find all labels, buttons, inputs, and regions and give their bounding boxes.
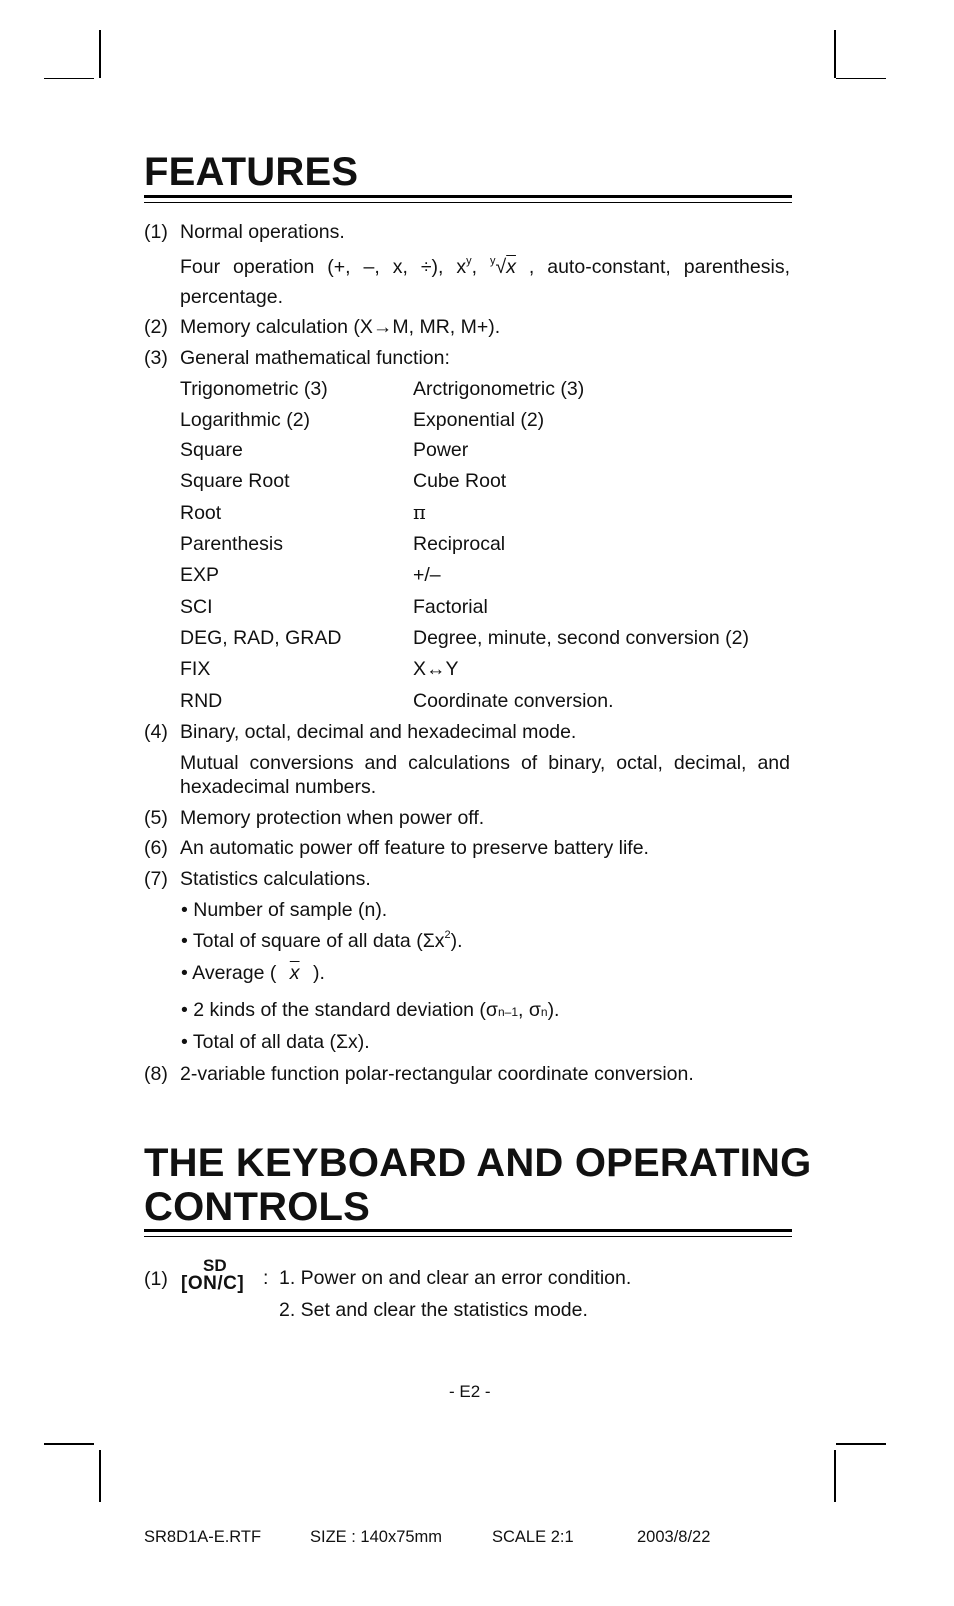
keyboard-item-number-1: (1) bbox=[144, 1268, 168, 1290]
feature-text-5: Memory protection when power off. bbox=[180, 807, 485, 829]
key-desc-2: 2. Set and clear the statistics mode. bbox=[279, 1299, 588, 1321]
function-cell: FIX bbox=[180, 658, 211, 680]
function-cell: X↔Y bbox=[413, 658, 459, 680]
mode-desc-line2: hexadecimal numbers. bbox=[180, 776, 377, 798]
crop-mark-top-right-h bbox=[836, 78, 886, 79]
function-cell: SCI bbox=[180, 596, 213, 618]
function-cell: Degree, minute, second conversion (2) bbox=[413, 627, 750, 649]
function-cell: Square bbox=[180, 439, 243, 461]
root-index: y bbox=[490, 255, 496, 267]
key-desc-colon: : bbox=[263, 1267, 269, 1289]
normal-ops-line2: percentage. bbox=[180, 286, 283, 308]
normal-ops-sup-y: y bbox=[466, 255, 472, 267]
footer-date: 2003/8/22 bbox=[637, 1528, 711, 1546]
stats-bullet-1: • Number of sample (n). bbox=[181, 899, 388, 921]
function-cell: Trigonometric (3) bbox=[180, 378, 328, 400]
stats-b4-pre: • 2 kinds of the standard deviation (σ bbox=[181, 999, 498, 1021]
function-cell: +/– bbox=[413, 564, 441, 586]
root-x: x bbox=[506, 256, 516, 278]
stats-b4-post: ). bbox=[547, 999, 560, 1021]
stats-b3-post: ). bbox=[307, 962, 325, 984]
function-cell: DEG, RAD, GRAD bbox=[180, 627, 342, 649]
crop-mark-top-left-v bbox=[99, 30, 101, 78]
features-rule-thin bbox=[144, 202, 792, 203]
feature-text-8: 2-variable function polar-rectangular coordinate conversion. bbox=[180, 1063, 694, 1085]
x-bar-symbol: $\overline{x}$ bbox=[289, 962, 300, 984]
function-cell: Square Root bbox=[180, 470, 290, 492]
stats-b4-sub1: n–1 bbox=[497, 1005, 518, 1019]
function-cell: Cube Root bbox=[413, 470, 507, 492]
crop-mark-top-right-v bbox=[834, 30, 836, 78]
feature-number-2: (2) bbox=[144, 316, 168, 338]
function-cell: Factorial bbox=[413, 596, 488, 618]
stats-b3-pre: • Average ( bbox=[181, 962, 282, 984]
features-rule-thick bbox=[144, 195, 792, 198]
function-cell: Exponential (2) bbox=[413, 409, 545, 431]
footer-size: SIZE : 140x75mm bbox=[310, 1528, 443, 1546]
keyboard-rule-thin bbox=[144, 1236, 792, 1237]
stats-bullet-5: • Total of all data (Σx). bbox=[181, 1031, 370, 1053]
function-cell: Reciprocal bbox=[413, 533, 506, 555]
keyboard-heading-line2: CONTROLS bbox=[144, 1185, 371, 1229]
feature-number-1: (1) bbox=[144, 221, 168, 243]
stats-b2-pre: • Total of square of all data (Σx bbox=[181, 930, 445, 952]
normal-ops-part3: , auto-constant, parenthesis, bbox=[515, 256, 790, 278]
page-number: - E2 - bbox=[449, 1382, 491, 1401]
keyboard-rule-thick bbox=[144, 1229, 792, 1232]
function-cell: Arctrigonometric (3) bbox=[413, 378, 585, 400]
on-c-key: [ON/C] bbox=[181, 1273, 245, 1294]
crop-mark-bottom-right-h bbox=[836, 1443, 886, 1445]
feature-text-3: General mathematical function: bbox=[180, 347, 450, 369]
function-cell: RND bbox=[180, 690, 223, 712]
sd-key-label: SD bbox=[203, 1256, 227, 1275]
footer-file: SR8D1A-E.RTF bbox=[144, 1528, 262, 1546]
normal-ops-part1: Four operation (+, –, x, ÷), x bbox=[180, 256, 467, 278]
crop-mark-top-left-h bbox=[44, 78, 94, 79]
stats-bullet-3 bbox=[181, 961, 325, 985]
feature-text-1: Normal operations. bbox=[180, 221, 345, 243]
crop-mark-bottom-right-v bbox=[834, 1450, 836, 1502]
yth-root-x-symbol bbox=[490, 255, 516, 279]
feature-number-4: (4) bbox=[144, 721, 168, 743]
crop-mark-bottom-left-h bbox=[44, 1443, 94, 1445]
feature-text-6: An automatic power off feature to preserve battery life. bbox=[180, 837, 649, 859]
function-cell: Power bbox=[413, 439, 469, 461]
feature-text-4: Binary, octal, decimal and hexadecimal mode. bbox=[180, 721, 577, 743]
function-cell: Logarithmic (2) bbox=[180, 409, 311, 431]
feature-number-7: (7) bbox=[144, 868, 168, 890]
function-cell: Coordinate conversion. bbox=[413, 690, 614, 712]
stats-bullet-2 bbox=[181, 929, 463, 953]
feature-number-6: (6) bbox=[144, 837, 168, 859]
stats-b4-mid: , σ bbox=[518, 999, 541, 1021]
function-cell: EXP bbox=[180, 564, 220, 586]
feature-number-3: (3) bbox=[144, 347, 168, 369]
mode-desc-line1: Mutual conversions and calculations of binary, octal, decimal, and bbox=[180, 752, 790, 774]
stats-b2-post: ). bbox=[450, 930, 463, 952]
feature-text-2: Memory calculation (X→M, MR, M+). bbox=[180, 316, 501, 338]
key-desc-1: 1. Power on and clear an error condition. bbox=[279, 1267, 632, 1289]
stats-bullet-4 bbox=[181, 998, 559, 1024]
keyboard-heading-line1: THE KEYBOARD AND OPERATING bbox=[144, 1141, 812, 1185]
normal-ops-part2: , bbox=[471, 256, 490, 278]
function-cell: Parenthesis bbox=[180, 533, 283, 555]
stats-b2-sup: 2 bbox=[444, 929, 451, 941]
function-cell: Root bbox=[180, 502, 222, 524]
features-heading: FEATURES bbox=[144, 150, 359, 194]
feature-number-8: (8) bbox=[144, 1063, 168, 1085]
feature-text-7: Statistics calculations. bbox=[180, 868, 371, 890]
stats-b4-sub2: n bbox=[540, 1005, 548, 1019]
root-radical: √ bbox=[495, 256, 507, 278]
normal-ops-line bbox=[180, 255, 790, 279]
function-cell: π bbox=[413, 501, 426, 524]
crop-mark-bottom-left-v bbox=[99, 1450, 101, 1502]
feature-number-5: (5) bbox=[144, 807, 168, 829]
footer-scale: SCALE 2:1 bbox=[492, 1528, 574, 1546]
